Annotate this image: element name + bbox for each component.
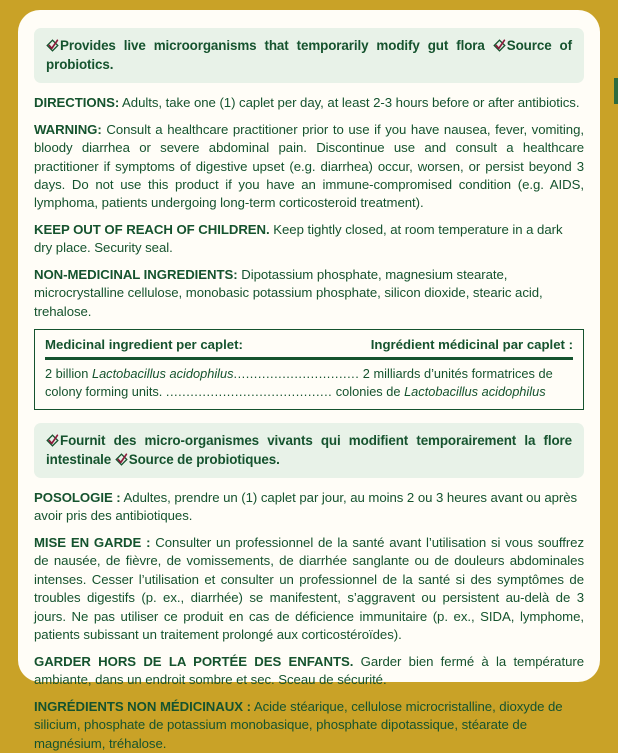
claim-text-fr-1: Fournit des micro-organismes vivants qui modifient temporairement la flore intestinale	[46, 432, 572, 467]
medicinal-ingredient-table	[34, 329, 584, 409]
non-medicinaux-body: Acide stéarique, cellulose microcristalline, dioxyde de silicium, phosphate de potassium monobasique, phosphate dipotassique, stéarate de magnésium, tréhalose.	[34, 698, 563, 751]
claims-text-english	[46, 36, 572, 74]
organism-english: Lactobacillus acidophilus	[91, 366, 234, 382]
keep-out-of-reach-paragraph	[34, 221, 584, 258]
claim-text-2: Source of probiotics.	[46, 38, 572, 73]
directions-body: Adults, take one (1) caplet per day, at least 2-3 hours before or after antibiotics.	[119, 95, 580, 111]
units-french-prefix: colonies de	[332, 384, 405, 400]
garder-label: GARDER HORS DE LA PORTÉE DES ENFANTS.	[34, 653, 354, 669]
non-medicinal-label: NON-MEDICINAL INGREDIENTS:	[34, 266, 238, 282]
check-diamond-icon	[493, 39, 506, 52]
non-medicinal-body: Dipotassium phosphate, magnesium stearate, microcrystalline cellulose, monobasic potassium phosphate, silicon dioxide, stearic acid, trehalose.	[34, 266, 543, 319]
ingredients-non-medicinaux-paragraph	[34, 698, 584, 753]
garder-body: Garder bien fermé à la température ambiante, dans un endroit sombre et sec. Sceau de sécurité.	[34, 653, 584, 688]
claim-text-fr-2: Source de probiotiques.	[128, 451, 280, 467]
ingredient-row-line1	[45, 365, 573, 383]
garder-hors-portee-paragraph	[34, 653, 584, 690]
check-diamond-icon	[46, 434, 59, 447]
posologie-body: Adultes, prendre un (1) caplet par jour, au moins 2 ou 3 heures avant ou après avoir pris des antibiotiques.	[34, 489, 578, 524]
ingredient-table-row	[45, 365, 573, 400]
posologie-paragraph	[34, 489, 584, 526]
ingredient-row-line2	[45, 383, 573, 401]
ingredient-table-divider	[45, 357, 573, 360]
amount-french: 2 milliards d’unités formatrices de	[359, 366, 553, 382]
mise-en-garde-body: Consulter un professionnel de la santé avant l’utilisation si vous souffrez de nausée, de fièvre, de vomissements, de diarrhée sanglante ou de douleurs abdominales intenses. Cesser l’utilisation et consulter un professionnel de la santé si des symptômes de troubles digestifs (p. ex., diarrhée) se manifestent, s’aggravent ou persistent au-delà de 3 jours. Ne pas utiliser ce produit en cas de déficience immunitaire (p. ex., SIDA, lymphome, patients subissant un traitement prolongé aux corticostéroïdes).	[34, 534, 584, 643]
claims-box-english	[34, 28, 584, 83]
warning-label: WARNING:	[34, 121, 102, 137]
mise-en-garde-paragraph	[34, 534, 584, 645]
claim-text-1: Provides live microorganisms that temporarily modify gut flora	[60, 38, 485, 53]
leader-dots-1: ...............................	[233, 366, 360, 382]
non-medicinal-ingredients-paragraph	[34, 266, 584, 321]
units-english: colony forming units.	[45, 384, 166, 400]
directions-label: DIRECTIONS:	[34, 95, 120, 111]
amount-english: 2 billion	[45, 366, 92, 382]
claims-text-french	[46, 431, 572, 469]
posologie-label: POSOLOGIE :	[34, 489, 121, 505]
mise-en-garde-label: MISE EN GARDE :	[34, 534, 151, 550]
leader-dots-2: .........................................	[165, 384, 333, 400]
keep-out-label: KEEP OUT OF REACH OF CHILDREN.	[34, 221, 270, 237]
label-card	[18, 10, 600, 751]
keep-out-body: Keep tightly closed, at room temperature in a dark dry place. Security seal.	[34, 221, 563, 256]
directions-paragraph	[34, 94, 584, 112]
check-diamond-icon	[46, 39, 59, 52]
green-edge-accent	[614, 78, 618, 104]
warning-body: Consult a healthcare practitioner prior to use if you have nausea, fever, vomiting, bloody diarrhea or severe abdominal pain. Discontinue use and consult a healthcare practitioner if symptoms of digestive upset (e.g. diarrhea) occur, worsen, or persist beyond 3 days. Do not use this product if you have an immune-compromised condition (e.g. AIDS, lymphoma, patients undergoing long-term corticosteroid treatment).	[34, 121, 584, 211]
organism-french: Lactobacillus acidophilus	[404, 384, 546, 400]
ingredient-table-header-row	[45, 337, 573, 357]
warning-paragraph	[34, 121, 584, 213]
non-medicinaux-label: INGRÉDIENTS NON MÉDICINAUX :	[34, 698, 251, 714]
ingredient-header-french: Ingrédient médicinal par caplet :	[370, 337, 573, 353]
check-diamond-icon	[115, 453, 128, 466]
claims-box-french	[34, 423, 584, 478]
ingredient-header-english: Medicinal ingredient per caplet:	[45, 337, 243, 353]
